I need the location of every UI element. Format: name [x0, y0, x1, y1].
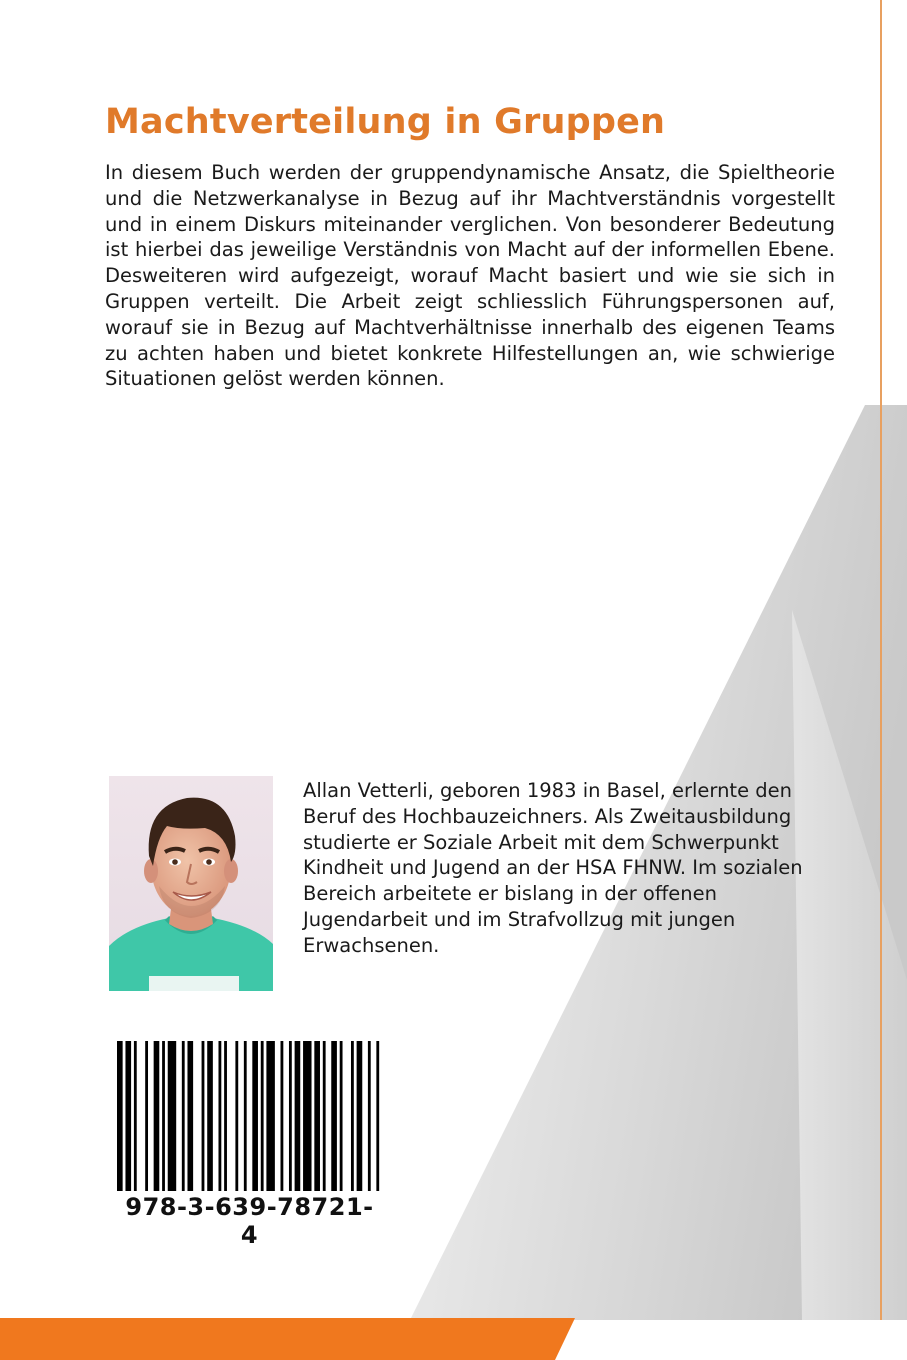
book-title: Machtverteilung in Gruppen — [105, 102, 666, 142]
isbn-number: 978-3-639-78721-4 — [125, 1193, 374, 1249]
bottom-band-orange — [0, 1318, 575, 1360]
barcode-bar — [125, 1041, 131, 1191]
barcode-bar — [357, 1041, 363, 1191]
barcode-bar — [145, 1041, 148, 1191]
barcode-bar — [187, 1041, 193, 1191]
barcode-bar — [303, 1041, 311, 1191]
barcode-bar — [252, 1041, 258, 1191]
barcode-bar — [314, 1041, 320, 1191]
barcode-bar — [162, 1041, 165, 1191]
barcode-bar — [266, 1041, 274, 1191]
barcode-bar — [154, 1041, 160, 1191]
barcode-bar — [261, 1041, 264, 1191]
barcode-bar — [168, 1041, 176, 1191]
barcode-bar — [224, 1041, 227, 1191]
barcode-bar — [281, 1041, 284, 1191]
barcode-bar — [368, 1041, 371, 1191]
barcode-bar — [351, 1041, 354, 1191]
barcode-bar — [235, 1041, 238, 1191]
barcode-bar — [202, 1041, 205, 1191]
barcode-bar — [134, 1041, 137, 1191]
barcode-bar — [295, 1041, 301, 1191]
author-photo — [109, 776, 273, 991]
barcode-bar — [182, 1041, 185, 1191]
barcode-bar — [340, 1041, 343, 1191]
barcode-bar — [218, 1041, 221, 1191]
barcode-bar — [117, 1041, 123, 1191]
barcode-bar — [207, 1041, 213, 1191]
bottom-color-band — [0, 1318, 907, 1360]
right-edge-rule — [880, 0, 882, 1320]
barcode-bar — [289, 1041, 292, 1191]
barcode-bar — [376, 1041, 379, 1191]
barcode-bar — [323, 1041, 326, 1191]
barcode-bar — [331, 1041, 337, 1191]
isbn-barcode — [117, 1041, 382, 1191]
author-bio: Allan Vetterli, geboren 1983 in Basel, erlernte den Beruf des Hochbauzeichners. Als Zweitausbildung studierte er Soziale Arbeit mit dem Schwerpunkt Kindheit und Jugend an der HSA FHNW. Im sozialen Bereich arbeitete er bislang in der offenen Jugendarbeit und im Strafvollzug mit jungen Erwachsenen. — [303, 779, 803, 957]
barcode-bar — [244, 1041, 247, 1191]
book-description: In diesem Buch werden der gruppendynamische Ansatz, die Spieltheorie und die Netzwerkanalyse in Bezug auf ihr Machtverständnis vorgestellt und in einem Diskurs miteinander verglichen. Von besonderer Bedeutung ist hierbei das jeweilige Verständnis von Macht auf der informellen Ebene. Desweiteren wird aufgezeigt, worauf Macht basiert und wie sie sich in Gruppen verteilt. Die Arbeit zeigt schliesslich Führungspersonen auf, worauf sie in Bezug auf Machtverhältnisse innerhalb des eigenen Teams zu achten haben und bietet konkrete Hilfestellungen an, wie schwierige Situationen gelöst werden können. — [105, 161, 835, 391]
